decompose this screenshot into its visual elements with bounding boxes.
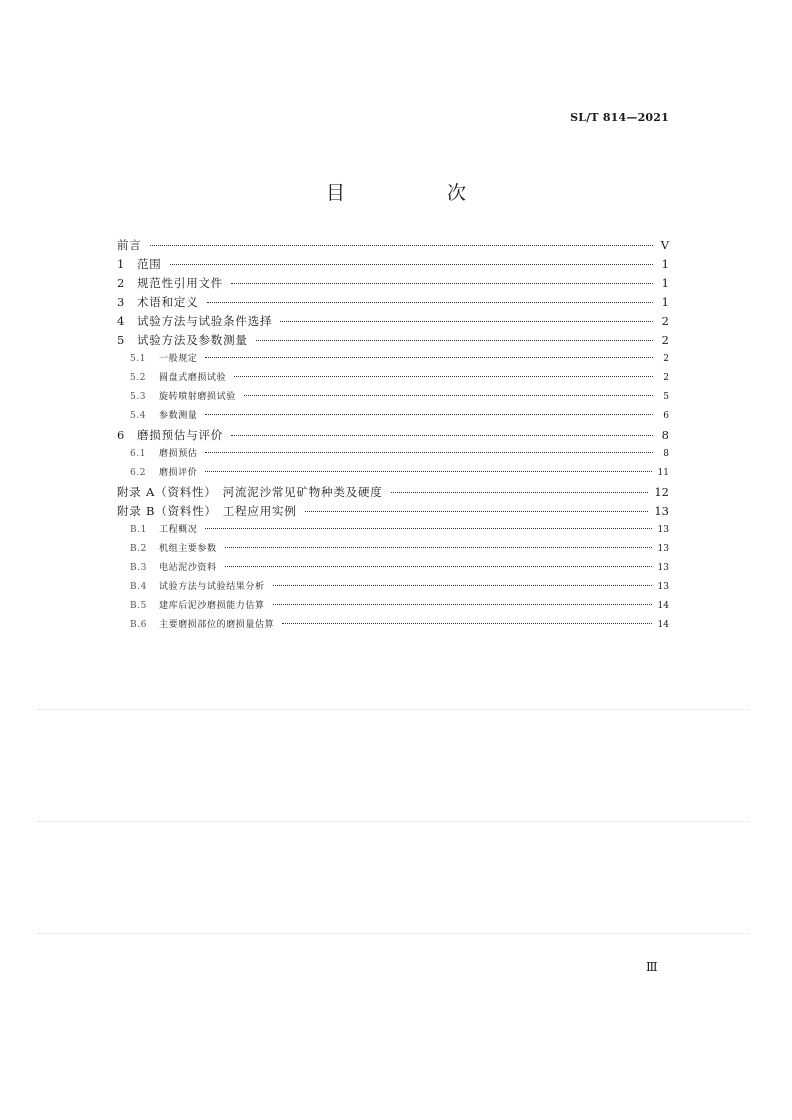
- toc-entry-page: 13: [654, 504, 669, 518]
- toc-entry-page: 13: [657, 582, 669, 592]
- toc-entry[interactable]: [117, 274, 669, 293]
- toc-entry-page: 2: [661, 314, 669, 328]
- toc-entry[interactable]: [117, 331, 669, 350]
- toc-dot-leader: [305, 511, 649, 512]
- toc-entry-number: 1: [117, 257, 126, 271]
- page-number: Ⅲ: [646, 960, 657, 974]
- toc-entry-page: 8: [663, 449, 669, 459]
- toc-dot-leader: [391, 492, 649, 493]
- toc-entry-number: B.2: [130, 544, 148, 554]
- toc-dot-leader: [225, 566, 652, 567]
- toc-dot-leader: [273, 604, 652, 605]
- toc-entry-label: 一般规定: [159, 354, 198, 364]
- toc-entry[interactable]: [117, 464, 669, 483]
- toc-entry-number: 5.3: [130, 392, 147, 402]
- toc-entry-label: 圆盘式磨损试验: [159, 373, 227, 383]
- toc-entry[interactable]: [117, 559, 669, 578]
- toc-entry-page: 2: [663, 354, 669, 364]
- toc-entry-number: B.3: [130, 563, 148, 573]
- toc-entry[interactable]: [117, 616, 669, 635]
- toc-dot-leader: [150, 245, 653, 246]
- toc-dot-leader: [234, 376, 653, 377]
- toc-dot-leader: [205, 357, 653, 358]
- toc-entry-label: 磨损预估: [159, 449, 198, 459]
- toc-entry[interactable]: [117, 369, 669, 388]
- toc-entry[interactable]: [117, 388, 669, 407]
- toc-entry-page: 8: [661, 428, 669, 442]
- toc-entry-label: 术语和定义: [137, 295, 199, 309]
- toc-entry[interactable]: [117, 540, 669, 559]
- toc-entry-label: 磨损预估与评价: [137, 428, 224, 442]
- toc-dot-leader: [205, 452, 653, 453]
- toc-entry-label: 建库后泥沙磨损能力估算: [159, 601, 265, 611]
- toc-entry[interactable]: [117, 312, 669, 331]
- toc-entry-page: 1: [661, 276, 669, 290]
- page-divider: [38, 709, 750, 710]
- toc-dot-leader: [231, 435, 653, 436]
- toc-entry-page: 1: [661, 295, 669, 309]
- toc-entry[interactable]: [117, 445, 669, 464]
- toc-entry-label: 试验方法与试验结果分析: [159, 582, 265, 592]
- toc-entry-label: 磨损评价: [159, 468, 198, 478]
- toc-dot-leader: [244, 395, 653, 396]
- toc-entry-number: 5: [117, 333, 126, 347]
- toc-dot-leader: [225, 547, 652, 548]
- toc-dot-leader: [280, 321, 653, 322]
- toc-entry-label: 工程概况: [159, 525, 198, 535]
- toc-entry-number: B.4: [130, 582, 148, 592]
- toc-entry-number: 4: [117, 314, 126, 328]
- toc-entry-number: 3: [117, 295, 126, 309]
- toc-dot-leader: [170, 264, 653, 265]
- toc-entry-label: 范围: [137, 257, 162, 271]
- toc-dot-leader: [231, 283, 653, 284]
- page-divider: [38, 821, 750, 822]
- toc-entry-label: 主要磨损部位的磨损量估算: [159, 620, 275, 630]
- toc-entry-page: 5: [663, 392, 669, 402]
- toc-entry[interactable]: [117, 597, 669, 616]
- toc-entry[interactable]: [117, 502, 669, 521]
- toc-entry-page: 14: [657, 601, 669, 611]
- toc-dot-leader: [205, 471, 651, 472]
- toc-entry[interactable]: [117, 578, 669, 597]
- toc-entry-page: 11: [657, 468, 669, 478]
- toc-entry[interactable]: [117, 236, 669, 255]
- toc-entry-label: 参数测量: [159, 411, 198, 421]
- toc-entry-label: 试验方法及参数测量: [137, 333, 248, 347]
- toc-dot-leader: [256, 340, 653, 341]
- toc-entry-page: V: [660, 238, 669, 252]
- toc-dot-leader: [282, 623, 651, 624]
- toc-dot-leader: [205, 414, 653, 415]
- toc-entry[interactable]: [117, 483, 669, 502]
- toc-entry-number: B.5: [130, 601, 148, 611]
- toc-entry-label: 规范性引用文件: [137, 276, 224, 290]
- toc-entry-page: 13: [657, 563, 669, 573]
- toc-entry-page: 13: [657, 544, 669, 554]
- toc-entry-page: 1: [661, 257, 669, 271]
- toc-entry[interactable]: [117, 521, 669, 540]
- toc-entry-number: 6.2: [130, 468, 147, 478]
- page-divider: [38, 933, 750, 934]
- toc-entry-page: 13: [657, 525, 669, 535]
- toc-dot-leader: [273, 585, 652, 586]
- toc-entry-page: 2: [661, 333, 669, 347]
- toc-entry-number: 5.2: [130, 373, 147, 383]
- toc-entry-label: 试验方法与试验条件选择: [137, 314, 273, 328]
- toc-dot-leader: [207, 302, 654, 303]
- toc-entry[interactable]: [117, 426, 669, 445]
- toc-entry-page: 12: [654, 485, 669, 499]
- toc-entry-number: B.6: [130, 620, 148, 630]
- toc-entry-number: 5.4: [130, 411, 147, 421]
- toc-entry-number: B.1: [130, 525, 148, 535]
- toc-entry-page: 2: [663, 373, 669, 383]
- toc-entry-label: 电站泥沙资料: [159, 563, 217, 573]
- table-of-contents: [117, 236, 669, 635]
- toc-entry-label: 旋转喷射磨损试验: [159, 392, 236, 402]
- toc-entry-label: 前言: [117, 238, 142, 252]
- toc-entry-number: 附录 B（资料性）: [117, 504, 217, 518]
- toc-entry[interactable]: [117, 350, 669, 369]
- toc-dot-leader: [205, 528, 651, 529]
- standard-code: SL/T 814—2021: [570, 111, 669, 124]
- toc-entry-page: 14: [657, 620, 669, 630]
- toc-entry-number: 5.1: [130, 354, 147, 364]
- toc-entry-number: 6: [117, 428, 126, 442]
- toc-entry[interactable]: [117, 255, 669, 274]
- toc-entry[interactable]: [117, 293, 669, 312]
- toc-entry-number: 6.1: [130, 449, 147, 459]
- page-title: 目 次: [325, 182, 515, 204]
- toc-entry-number: 附录 A（资料性）: [117, 485, 217, 499]
- toc-entry-page: 6: [663, 411, 669, 421]
- toc-entry[interactable]: [117, 407, 669, 426]
- toc-entry-number: 2: [117, 276, 126, 290]
- toc-entry-label: 河流泥沙常见矿物种类及硬度: [222, 485, 383, 499]
- toc-entry-label: 工程应用实例: [222, 504, 297, 518]
- toc-entry-label: 机组主要参数: [159, 544, 217, 554]
